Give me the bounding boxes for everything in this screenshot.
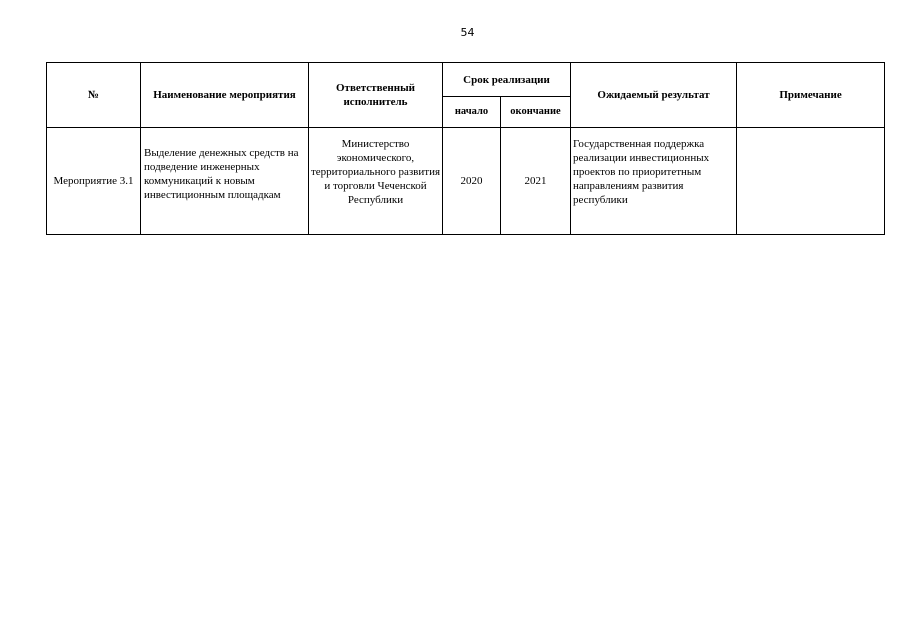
table-row (47, 128, 885, 235)
page-number: 54 (460, 26, 475, 39)
header-end: окончание (501, 97, 571, 128)
header-period: Срок реализации (443, 63, 571, 97)
cell-number: Мероприятие 3.1 (47, 128, 141, 235)
header-note: Примечание (737, 63, 885, 128)
cell-name: Выделение денежных средств на подведение инженерных коммуникаций к новым инвестиционным площадкам (141, 128, 309, 235)
header-executor: Ответственный исполнитель (309, 63, 443, 128)
header-name: Наименование мероприятия (141, 63, 309, 128)
table-header-row (47, 63, 885, 97)
measures-table (46, 62, 885, 235)
header-number: № (47, 63, 141, 128)
cell-note (737, 128, 885, 235)
cell-end: 2021 (501, 128, 571, 235)
cell-start: 2020 (443, 128, 501, 235)
header-result: Ожидаемый результат (571, 63, 737, 128)
header-start: начало (443, 97, 501, 128)
cell-result: Государственная поддержка реализации инвестиционных проектов по приоритетным направлениям развития республики (571, 128, 737, 235)
cell-executor: Министерство экономического, территориального развития и торговли Чеченской Республики (309, 128, 443, 235)
